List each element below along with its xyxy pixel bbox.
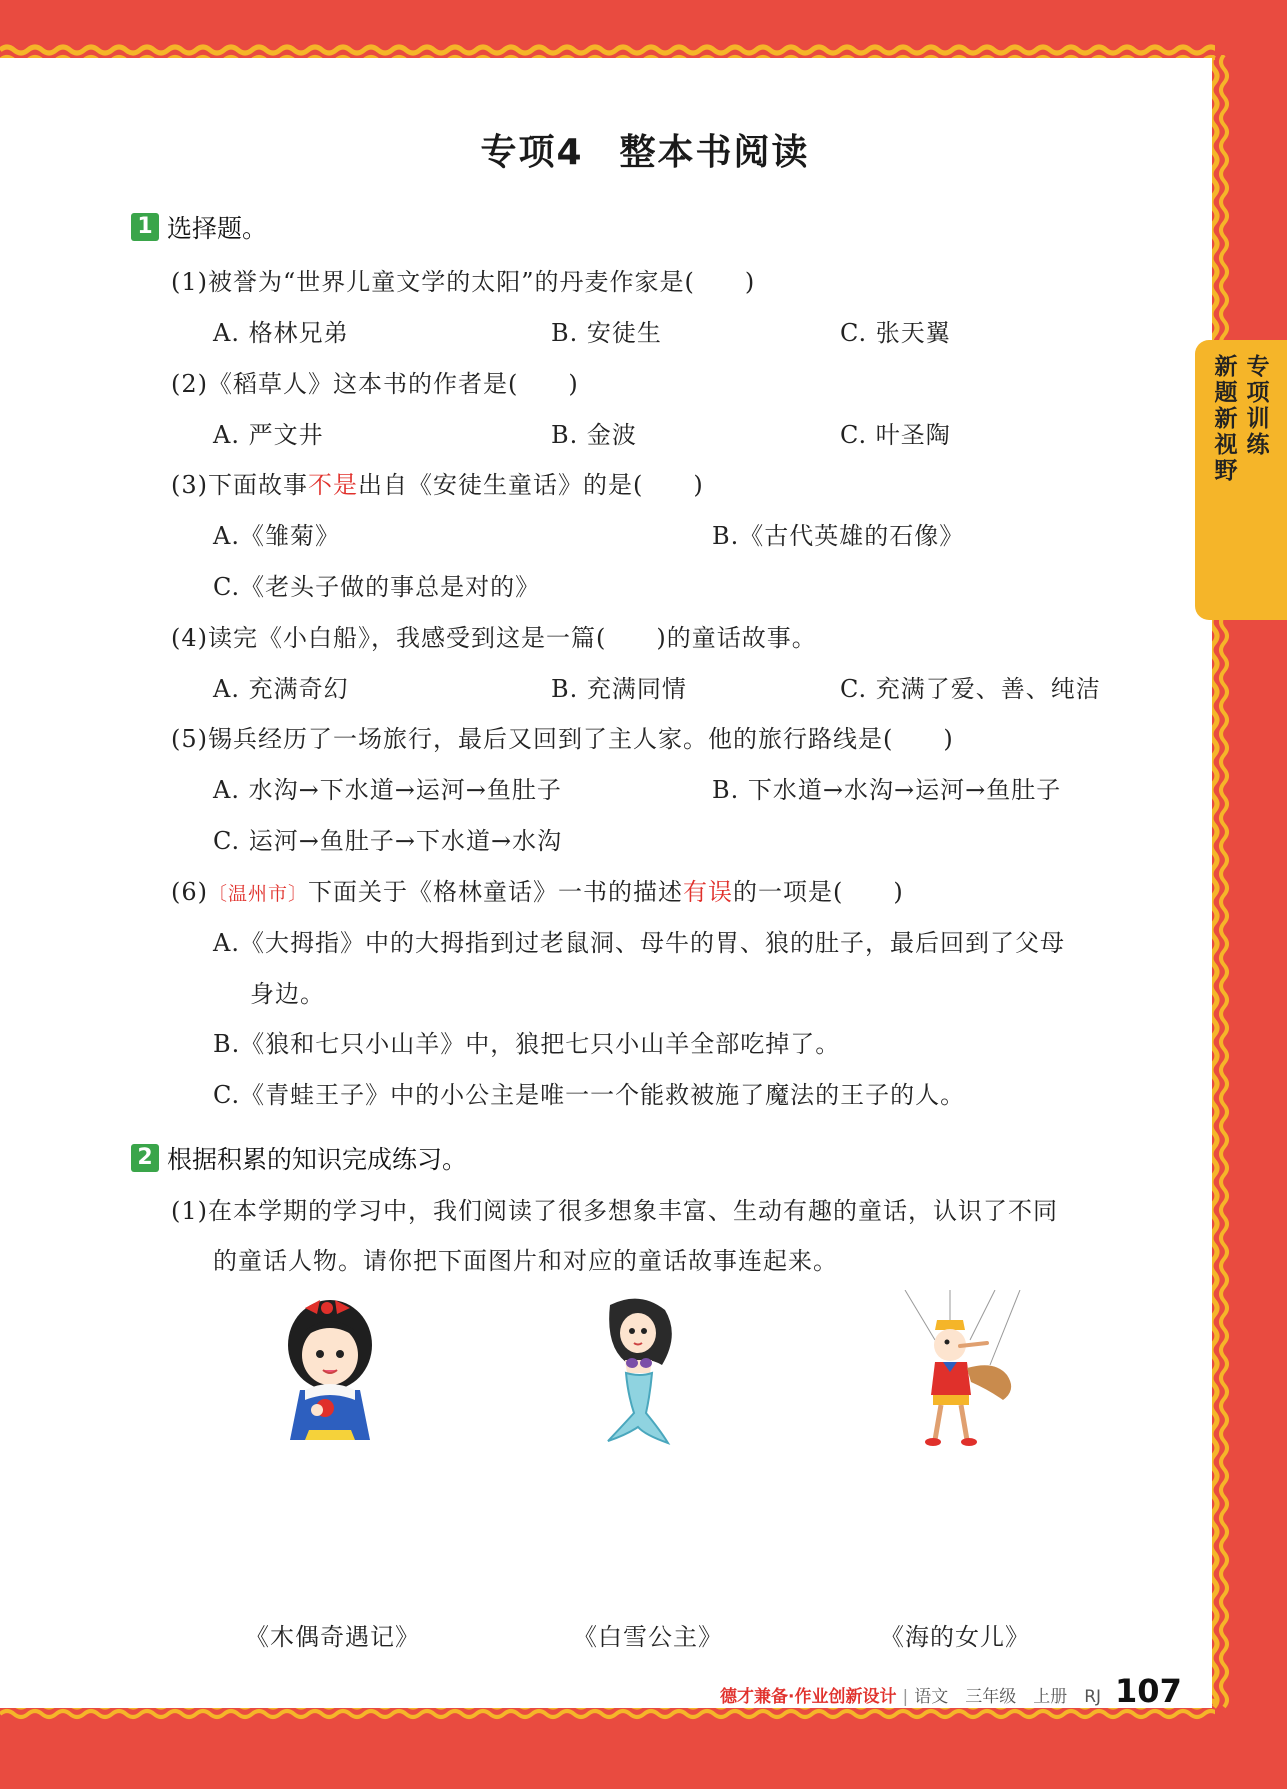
section-label: 根据积累的知识完成练习。 <box>167 1145 468 1174</box>
q3-option-b: B.《古代英雄的石像》 <box>712 522 965 550</box>
q2-option-a: A. 严文井 <box>213 421 324 449</box>
q6-option-a-line1: A.《大拇指》中的大拇指到过老鼠洞、母牛的胃、狼的肚子，最后回到了父母 <box>213 929 1065 957</box>
section-2-question-1-line2: 的童话人物。请你把下面图片和对应的童话故事连起来。 <box>213 1247 838 1275</box>
section-2-question-1-line1: (1)在本学期的学习中，我们阅读了很多想象丰富、生动有趣的童话，认识了不同 <box>171 1197 1058 1225</box>
footer-brand: 德才兼备·作业创新设计 <box>720 1687 897 1707</box>
snow-white-illustration <box>275 1290 385 1445</box>
q6-text-mid: 下面关于《格林童话》一书的描述 <box>308 878 684 906</box>
side-tab <box>1195 340 1287 620</box>
section-label: 选择题。 <box>167 214 268 243</box>
q6-text-post: 的一项是( ) <box>733 878 904 906</box>
section-number: 1 <box>131 213 159 241</box>
q1-option-b: B. 安徒生 <box>551 319 662 347</box>
question-1: (1)被誉为“世界儿童文学的太阳”的丹麦作家是( ) <box>171 268 756 296</box>
question-4: (4)读完《小白船》，我感受到这是一篇( )的童话故事。 <box>171 624 817 652</box>
q6-option-a-line2: 身边。 <box>250 980 325 1008</box>
q3-option-c: C.《老头子做的事总是对的》 <box>213 573 541 601</box>
q6-region-tag: 〔温州市〕 <box>208 883 309 905</box>
page-number: 107 <box>1115 1672 1182 1710</box>
book-title-1: 《木偶奇遇记》 <box>245 1623 420 1651</box>
q4-option-a: A. 充满奇幻 <box>213 675 349 703</box>
question-5: (5)锡兵经历了一场旅行，最后又回到了主人家。他的旅行路线是( ) <box>171 725 954 753</box>
title-unit: 专项4 <box>480 132 584 173</box>
book-title-3: 《海的女儿》 <box>880 1623 1030 1651</box>
q3-option-a: A.《雏菊》 <box>213 522 340 550</box>
side-tab-label-b: 专项训练 <box>1246 354 1270 458</box>
side-tab-label-a: 新题新视野 <box>1214 354 1238 484</box>
book-title-2: 《白雪公主》 <box>573 1623 723 1651</box>
question-2: (2)《稻草人》这本书的作者是( ) <box>171 370 579 398</box>
q4-option-b: B. 充满同情 <box>551 675 687 703</box>
page-title <box>0 124 1287 175</box>
q5-option-b: B. 下水道→水沟→运河→鱼肚子 <box>712 776 1062 804</box>
q5-option-a: A. 水沟→下水道→运河→鱼肚子 <box>213 776 562 804</box>
title-topic: 整本书阅读 <box>619 132 810 173</box>
q2-option-c: C. 叶圣陶 <box>840 421 951 449</box>
q6-option-c: C.《青蛙王子》中的小公主是唯一一个能救被施了魔法的王子的人。 <box>213 1081 966 1109</box>
q3-emphasis: 不是 <box>308 471 358 499</box>
q2-option-b: B. 金波 <box>551 421 637 449</box>
q3-text-pre: (3)下面故事 <box>171 471 308 499</box>
section-number: 2 <box>131 1144 159 1172</box>
q6-number: (6) <box>171 878 208 906</box>
q1-option-c: C. 张天翼 <box>840 319 951 347</box>
section-2-heading <box>131 1140 467 1176</box>
question-6 <box>171 872 904 907</box>
q1-option-a: A. 格林兄弟 <box>213 319 349 347</box>
footer-info: 语文 三年级 上册 RJ <box>914 1687 1102 1707</box>
pinocchio-illustration <box>895 1290 1035 1450</box>
q3-text-post: 出自《安徒生童话》的是( ) <box>358 471 704 499</box>
section-1-heading <box>131 209 267 245</box>
q6-option-b: B.《狼和七只小山羊》中，狼把七只小山羊全部吃掉了。 <box>213 1030 841 1058</box>
q4-option-c: C. 充满了爱、善、纯洁 <box>840 675 1101 703</box>
little-mermaid-illustration <box>590 1295 690 1445</box>
q5-option-c: C. 运河→鱼肚子→下水道→水沟 <box>213 827 563 855</box>
q6-emphasis: 有误 <box>683 878 734 906</box>
page-footer <box>720 1672 1182 1710</box>
footer-separator: | <box>902 1687 909 1707</box>
question-3 <box>171 465 704 500</box>
